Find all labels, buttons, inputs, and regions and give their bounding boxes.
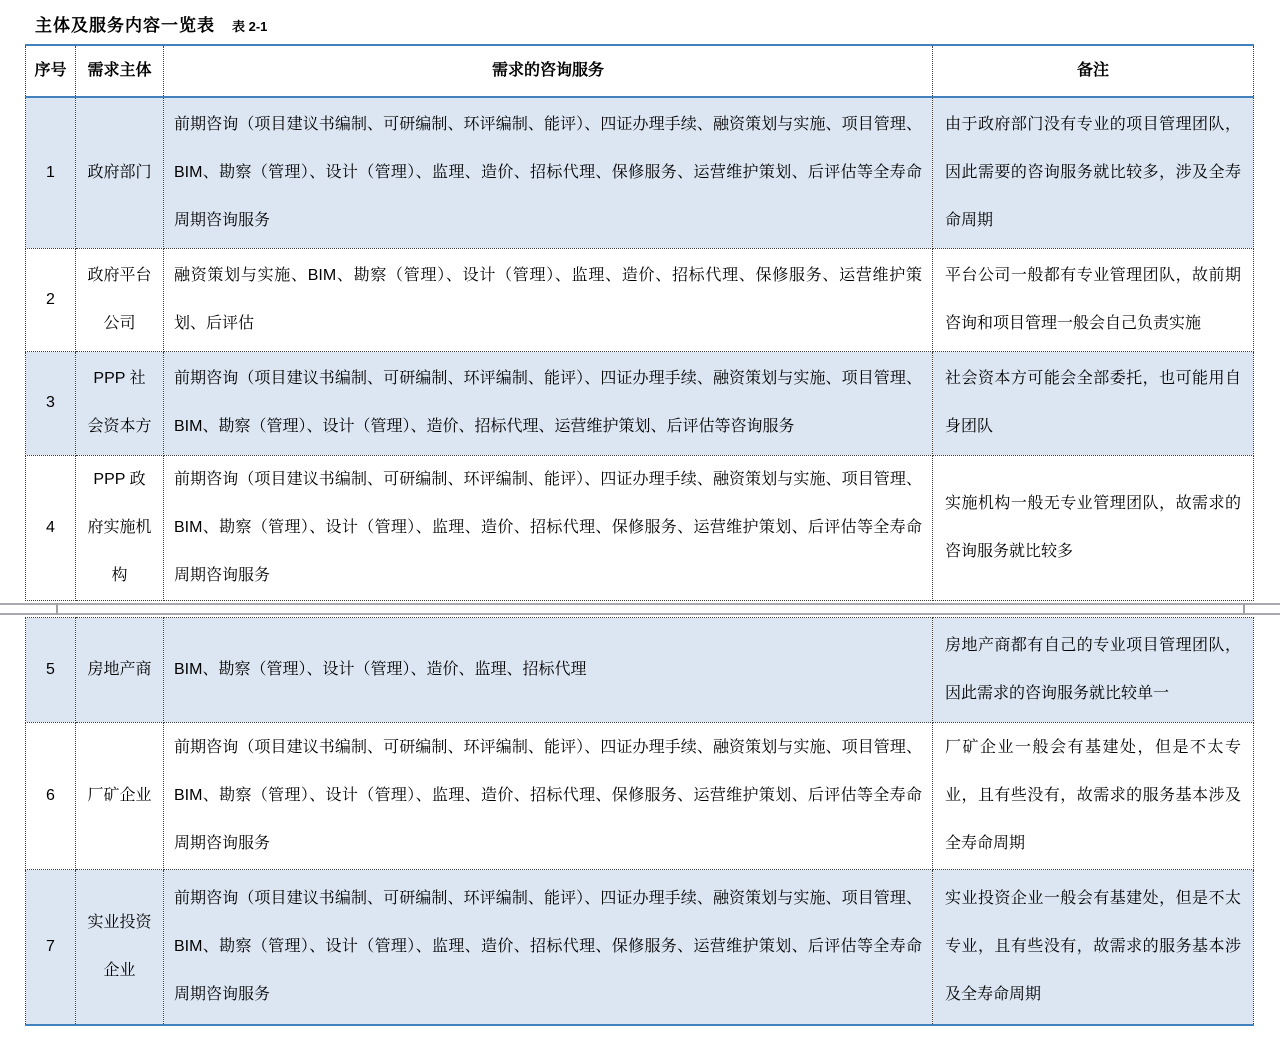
row-number: 1: [26, 97, 76, 248]
row-number: 5: [26, 618, 76, 723]
row-remarks: 房地产商都有自己的专业项目管理团队，因此需求的咨询服务就比较单一: [933, 618, 1254, 723]
page-break-right-tick: [1243, 603, 1245, 615]
row-services: 前期咨询（项目建议书编制、可研编制、环评编制、能评）、四证办理手续、融资策划与实施、项目管理、BIM、勘察（管理）、设计（管理）、监理、造价、招标代理、保修服务、运营维护策划、后评估等全寿命周期咨询服务: [164, 455, 933, 600]
page-break-divider: [0, 603, 1280, 615]
row-services: 前期咨询（项目建议书编制、可研编制、环评编制、能评）、四证办理手续、融资策划与实施、项目管理、BIM、勘察（管理）、设计（管理）、造价、招标代理、运营维护策划、后评估等咨询服务: [164, 351, 933, 455]
header-no: 序号: [26, 45, 76, 97]
page-break-bottom-line: [0, 613, 1280, 615]
row-subject: 政府平台公司: [76, 248, 164, 351]
table-row: [26, 723, 1254, 870]
row-subject: 厂矿企业: [76, 723, 164, 870]
row-number: 4: [26, 455, 76, 600]
header-services: 需求的咨询服务: [164, 45, 933, 97]
header-subject: 需求主体: [76, 45, 164, 97]
row-remarks: 实业投资企业一般会有基建处，但是不太专业，且有些没有，故需求的服务基本涉及全寿命周期: [933, 870, 1254, 1025]
table-row: [26, 351, 1254, 455]
page-break-left-tick: [56, 603, 58, 615]
row-services: 前期咨询（项目建议书编制、可研编制、环评编制、能评）、四证办理手续、融资策划与实施、项目管理、BIM、勘察（管理）、设计（管理）、监理、造价、招标代理、保修服务、运营维护策划、后评估等全寿命周期咨询服务: [164, 723, 933, 870]
row-services: 融资策划与实施、BIM、勘察（管理）、设计（管理）、监理、造价、招标代理、保修服务、运营维护策划、后评估: [164, 248, 933, 351]
page-break-top-line: [0, 603, 1280, 605]
table-row: [26, 870, 1254, 1025]
row-number: 6: [26, 723, 76, 870]
row-remarks: 实施机构一般无专业管理团队，故需求的咨询服务就比较多: [933, 455, 1254, 600]
row-number: 3: [26, 351, 76, 455]
subjects-services-table-part2: [25, 617, 1254, 1026]
row-remarks: 平台公司一般都有专业管理团队，故前期咨询和项目管理一般会自己负责实施: [933, 248, 1254, 351]
row-subject: 实业投资企业: [76, 870, 164, 1025]
table-row: [26, 248, 1254, 351]
row-services: BIM、勘察（管理）、设计（管理）、造价、监理、招标代理: [164, 618, 933, 723]
document-title-row: [35, 11, 267, 36]
row-services: 前期咨询（项目建议书编制、可研编制、环评编制、能评）、四证办理手续、融资策划与实施、项目管理、BIM、勘察（管理）、设计（管理）、监理、造价、招标代理、保修服务、运营维护策划、后评估等全寿命周期咨询服务: [164, 870, 933, 1025]
header-remarks: 备注: [933, 45, 1254, 97]
row-subject: 政府部门: [76, 97, 164, 248]
row-subject: PPP 社会资本方: [76, 351, 164, 455]
table-number-label: 表 2-1: [232, 19, 268, 34]
row-remarks: 由于政府部门没有专业的项目管理团队，因此需要的咨询服务就比较多，涉及全寿命周期: [933, 97, 1254, 248]
row-remarks: 厂矿企业一般会有基建处，但是不太专业，且有些没有，故需求的服务基本涉及全寿命周期: [933, 723, 1254, 870]
page-title: 主体及服务内容一览表: [35, 16, 215, 35]
row-subject: PPP 政府实施机构: [76, 455, 164, 600]
table-row: [26, 618, 1254, 723]
row-services: 前期咨询（项目建议书编制、可研编制、环评编制、能评）、四证办理手续、融资策划与实施、项目管理、BIM、勘察（管理）、设计（管理）、监理、造价、招标代理、保修服务、运营维护策划、后评估等全寿命周期咨询服务: [164, 97, 933, 248]
row-subject: 房地产商: [76, 618, 164, 723]
row-number: 7: [26, 870, 76, 1025]
subjects-services-table-part1: [25, 44, 1254, 601]
table-row: [26, 97, 1254, 248]
table-header-row: [26, 45, 1254, 97]
row-number: 2: [26, 248, 76, 351]
table-row: [26, 455, 1254, 600]
row-remarks: 社会资本方可能会全部委托，也可能用自身团队: [933, 351, 1254, 455]
